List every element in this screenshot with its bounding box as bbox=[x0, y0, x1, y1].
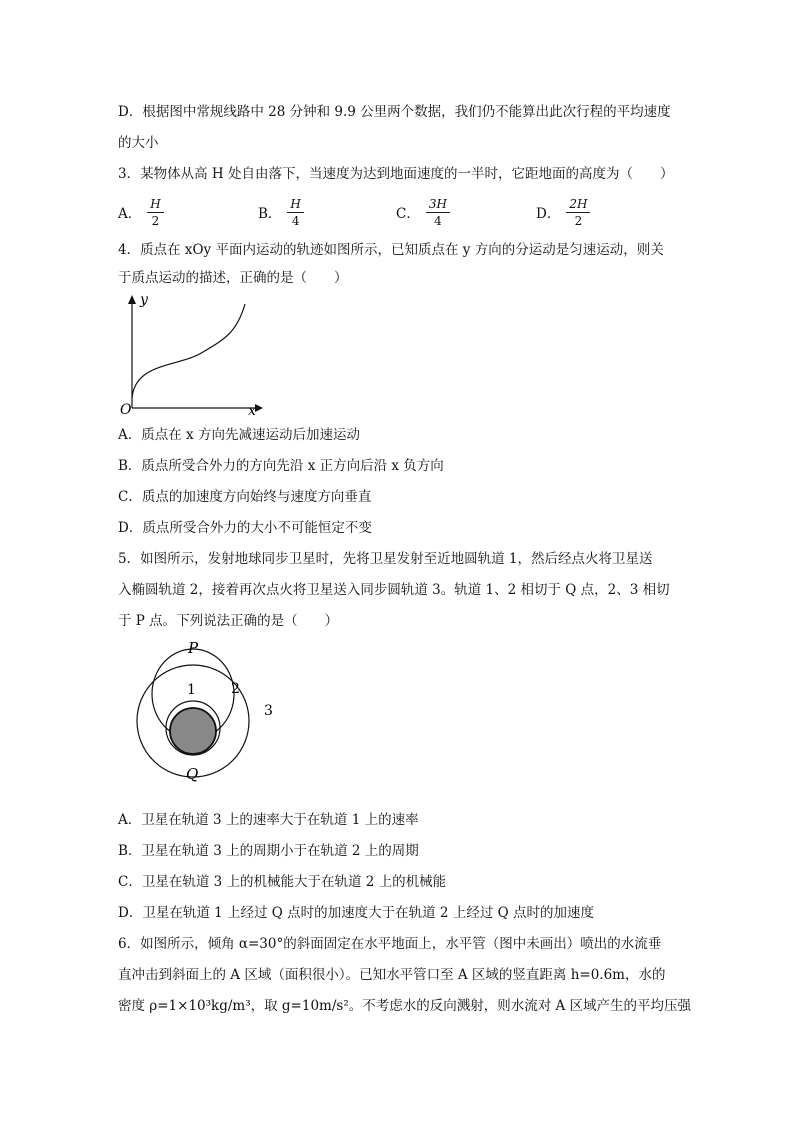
option-label: C． bbox=[396, 206, 420, 222]
point-q-label: Q bbox=[186, 765, 199, 783]
q3-option-d bbox=[536, 192, 590, 232]
trajectory-figure bbox=[115, 292, 265, 420]
numerator: 2H bbox=[566, 196, 590, 213]
denominator: 4 bbox=[434, 213, 442, 228]
x-axis-label: x bbox=[248, 403, 256, 419]
q4-option-d: D．质点所受合外力的大小不可能恒定不变 bbox=[118, 520, 372, 536]
q3-option-a bbox=[118, 192, 164, 232]
q2-option-d-line1: D．根据图中常规线路中 28 分钟和 9.9 公里两个数据，我们仍不能算出此次行程的平均速度 bbox=[118, 104, 671, 120]
q5-option-d: D．卫星在轨道 1 上经过 Q 点时的加速度大于在轨道 2 上经过 Q 点时的加速度 bbox=[118, 905, 594, 921]
denominator: 4 bbox=[291, 213, 300, 228]
q5-option-b: B．卫星在轨道 3 上的周期小于在轨道 2 上的周期 bbox=[118, 843, 419, 859]
option-label: B． bbox=[258, 206, 282, 222]
orbit-2-label: 2 bbox=[231, 681, 240, 697]
q3-option-b bbox=[258, 192, 304, 232]
q4-stem-line2: 于质点运动的描述，正确的是（ ） bbox=[118, 270, 348, 286]
q2-option-d-line2: 的大小 bbox=[118, 135, 159, 151]
q5-option-a: A．卫星在轨道 3 上的速率大于在轨道 1 上的速率 bbox=[118, 812, 419, 828]
q3-option-c bbox=[396, 192, 450, 232]
q6-stem-line1: 6．如图所示，倾角 α=30°的斜面固定在水平地面上，水平管（图中未画出）喷出的水流垂 bbox=[118, 936, 662, 952]
q3-options bbox=[118, 192, 718, 232]
origin-label: O bbox=[120, 402, 132, 418]
option-label: A． bbox=[118, 206, 142, 222]
trajectory-curve bbox=[132, 304, 245, 398]
q5-stem-line2: 入椭圆轨道 2，接着再次点火将卫星送入同步圆轨道 3。轨道 1、2 相切于 Q 点，2、3 相切 bbox=[118, 582, 670, 598]
fraction bbox=[566, 196, 590, 229]
q4-option-c: C．质点的加速度方向始终与速度方向垂直 bbox=[118, 489, 372, 505]
orbit-figure bbox=[115, 638, 285, 783]
option-label: D． bbox=[536, 206, 561, 222]
orbit-1-label: 1 bbox=[187, 682, 196, 698]
fraction bbox=[426, 196, 450, 229]
fraction bbox=[147, 196, 163, 229]
denominator: 2 bbox=[574, 213, 583, 228]
y-axis-label: y bbox=[140, 292, 148, 308]
denominator: 2 bbox=[151, 213, 160, 228]
q3-stem: 3．某物体从高 H 处自由落下，当速度为达到地面速度的一半时，它距地面的高度为（ ） bbox=[118, 166, 674, 182]
y-axis-arrow-icon bbox=[128, 295, 136, 304]
q5-stem-line1: 5．如图所示，发射地球同步卫星时，先将卫星发射至近地圆轨道 1，然后经点火将卫星送 bbox=[118, 551, 653, 567]
q6-stem-line2: 直冲击到斜面上的 A 区域（面积很小）。已知水平管口至 A 区域的竖直距离 h=0.6m，水的 bbox=[118, 967, 666, 983]
numerator: 3H bbox=[426, 196, 450, 213]
q5-stem-line3: 于 P 点。下列说法正确的是（ ） bbox=[118, 613, 339, 629]
numerator: H bbox=[287, 196, 303, 213]
fraction bbox=[287, 196, 303, 229]
earth bbox=[170, 708, 216, 754]
q4-option-a: A．质点在 x 方向先减速运动后加速运动 bbox=[118, 427, 360, 443]
q6-stem-line3: 密度 ρ=1×10³kg/m³，取 g=10m/s²。不考虑水的反向溅射，则水流对 A 区域产生的平均压强 bbox=[118, 998, 692, 1014]
point-p-label: P bbox=[188, 639, 199, 657]
numerator: H bbox=[147, 196, 163, 213]
q4-option-b: B．质点所受合外力的方向先沿 x 正方向后沿 x 负方向 bbox=[118, 458, 444, 474]
orbit-3-label: 3 bbox=[264, 703, 273, 719]
q4-stem-line1: 4．质点在 xOy 平面内运动的轨迹如图所示，已知质点在 y 方向的分运动是匀速运动，则关 bbox=[118, 242, 664, 258]
x-axis-arrow-icon bbox=[255, 404, 263, 412]
q5-option-c: C．卫星在轨道 3 上的机械能大于在轨道 2 上的机械能 bbox=[118, 874, 447, 890]
